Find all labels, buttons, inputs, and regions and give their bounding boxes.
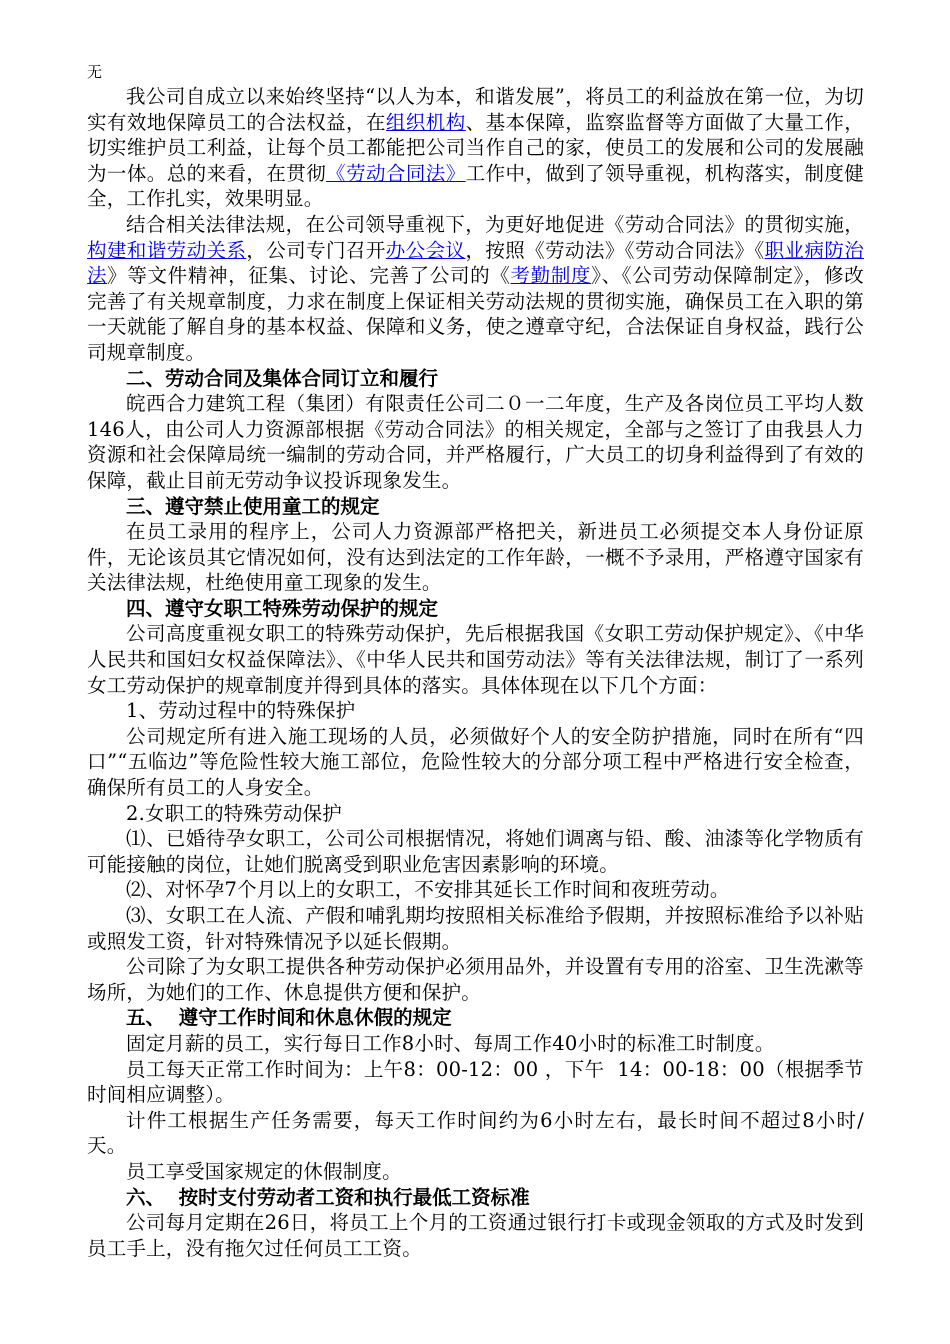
section-6-paragraph: 公司每月定期在26日，将员工上个月的工资通过银行打卡或现金领取的方式及时发到员工手上，没有拖欠过任何员工工资。 [87,1211,864,1260]
link-office-meeting[interactable]: 办公会议 [385,238,466,262]
text-run: 》等文件精神，征集、讨论、完善了公司的《 [107,264,511,288]
text-run: 》、《公司劳动保障制定》，修改完善了有关规章制度，力求在制度上保证相关劳动法规的贯彻实施，确保员工在入职的第一天就能了解自身的基本权益、保障和义务，使之遵章守纪，合法保证自身权益，践行公司规章制度。 [87,264,864,364]
section-4-paragraph-2: 公司规定所有进入施工现场的人员，必须做好个人的安全防护措施，同时在所有“四口”“五临边”等危险性较大施工部位，危险性较大的分部分项工程中严格进行安全检查，确保所有员工的人身安全。 [87,724,864,800]
link-harmonious-labor[interactable]: 构建和谐劳动关系 [87,238,247,262]
text-run: ，按照《劳动法》《劳动合同法》《 [465,238,765,262]
section-5-paragraph-1: 固定月薪的员工，实行每日工作8小时、每周工作40小时的标准工时制度。 [126,1031,775,1055]
link-occupational-disease-law[interactable]: 职业病防治法 [87,238,864,288]
section-3-heading: 三、遵守禁止使用童工的规定 [126,494,380,518]
section-4-heading: 四、遵守女职工特殊劳动保护的规定 [126,596,439,620]
section-2-heading: 二、劳动合同及集体合同订立和履行 [126,366,439,390]
section-4-item-1: ⑴、已婚待孕女职工，公司公司根据情况，将她们调离与铅、酸、油漆等化学物质有可能接触的岗位，让她们脱离受到职业危害因素影响的环境。 [87,827,864,876]
section-5-paragraph-3: 计件工根据生产任务需要，每天工作时间约为6小时左右，最长时间不超过8小时/天。 [87,1108,864,1158]
link-labor-contract-law[interactable]: 《劳动合同法》 [326,161,466,185]
link-organization[interactable]: 组织机构 [385,110,466,134]
section-4-paragraph-3: 公司除了为女职工提供各种劳动保护必须用品外，并设置有专用的浴室、卫生洗漱等场所，为她们的工作、休息提供方便和保护。 [87,955,864,1004]
section-4-item-3: ⑶、女职工在人流、产假和哺乳期均按照相关标准给予假期，并按照标准给予以补贴或照发工资，针对特殊情况予以延长假期。 [87,904,864,953]
section-4-subheading-1: 1、劳动过程中的特殊保护 [126,699,356,723]
section-5-paragraph-4: 员工享受国家规定的休假制度。 [126,1159,402,1183]
section-4-paragraph: 公司高度重视女职工的特殊劳动保护，先后根据我国《女职工劳动保护规定》、《中华人民共和国妇女权益保障法》、《中华人民共和国劳动法》等有关法律法规，制订了一系列女工劳动保护的规章制度并得到具体的落实。具体体现在以下几个方面： [87,622,864,697]
text-run: ，公司专门召开 [246,238,386,262]
text-run: 、基本保障，监察监督等方面做了大量工作，切实维护员工利益，让每个员工都能把公司当作自己的家，使员工的发展和公司的发展融为一体。总的来看，在贯彻 [87,110,864,185]
link-attendance-system[interactable]: 考勤制度 [510,264,592,288]
intro-paragraph [87,84,864,212]
section-6-heading: 六、 按时支付劳动者工资和执行最低工资标准 [126,1185,530,1209]
section-2-paragraph: 皖西合力建筑工程（集团）有限责任公司二０一二年度，生产及各岗位员工平均人数146人，由公司人力资源部根据《劳动合同法》的相关规定，全部与之签订了由我县人力资源和社会保障局统一编制的劳动合同，并严格履行，广大员工的切身利益得到了有效的保障，截止目前无劳动争议投诉现象发生。 [87,392,864,492]
section-5-heading: 五、 遵守工作时间和休息休假的规定 [126,1006,452,1030]
section-4-subheading-2: 2.女职工的特殊劳动保护 [126,801,343,825]
section-3-paragraph: 在员工录用的程序上，公司人力资源部严格把关，新进员工必须提交本人身份证原件，无论该员其它情况如何，没有达到法定的工作年龄，一概不予录用，严格遵守国家有关法律法规，杜绝使用童工现象的发生。 [87,520,864,595]
text-run: 我公司自成立以来始终坚持“以人为本，和谐发展”，将员工的利益放在第一位，为切实有效地保障员工的合法权益，在 [87,85,864,134]
header-tag: 无 [87,63,103,81]
text-run: 工作中，做到了领导重视，机构落实，制度健全，工作扎实，效果明显。 [87,161,864,211]
text-run: 结合相关法律法规，在公司领导重视下，为更好地促进《劳动合同法》的贯彻实施， [126,212,864,236]
rules-paragraph [87,212,864,366]
section-4-item-2: ⑵、对怀孕7个月以上的女职工，不安排其延长工作时间和夜班劳动。 [126,878,730,902]
section-5-paragraph-2: 员工每天正常工作时间为：上午8：00-12：00 ，下午 14：00-18：00（根据季节时间相应调整）。 [87,1057,864,1107]
